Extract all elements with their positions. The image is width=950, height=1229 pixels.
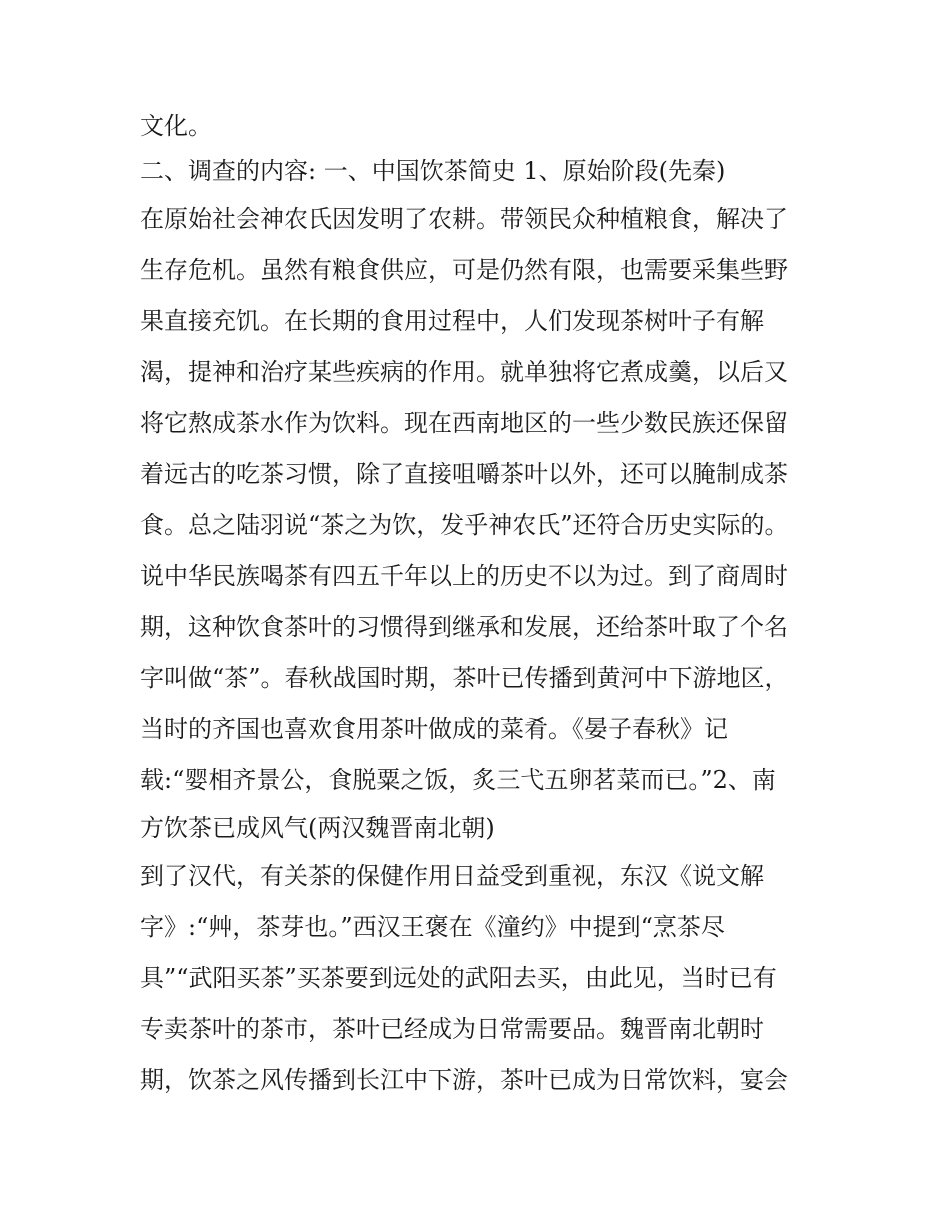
text-line-9: 食。总之陆羽说“茶之为饮，发乎神农氏”还符合历史实际的。 — [140, 511, 789, 539]
text-line-11: 期，这种饮食茶叶的习惯得到继承和发展，还给茶叶取了个名 — [140, 613, 788, 641]
section-heading: 二、调查的内容: 一、中国饮茶简史 1、原始阶段(先秦) — [140, 157, 726, 185]
text-line-7: 将它熬成茶水作为饮料。现在西南地区的一些少数民族还保留 — [140, 409, 788, 437]
text-line-16: 到了汉代，有关茶的保健作用日益受到重视，东汉《说文解 — [140, 862, 764, 890]
document-body — [140, 104, 820, 1106]
text-line-3: 在原始社会神农氏因发明了农耕。带领民众种植粮食，解决了 — [140, 205, 788, 233]
text-line-18: 具”“武阳买茶”买茶要到远处的武阳去买，由此见，当时已有 — [140, 964, 777, 992]
text-line-1: 文化。 — [140, 112, 212, 140]
text-line-8: 着远古的吃茶习惯，除了直接咀嚼茶叶以外，还可以腌制成茶 — [140, 460, 788, 488]
text-line-19: 专卖茶叶的茶市，茶叶已经成为日常需要品。魏晋南北朝时 — [140, 1015, 764, 1043]
text-line-14: 载:“婴相齐景公，食脱粟之饭，炙三弋五卵茗菜而已。”2、南 — [140, 766, 776, 794]
text-line-12: 字叫做“茶”。春秋战国时期，茶叶已传播到黄河中下游地区， — [140, 664, 789, 692]
text-line-17: 字》:“艸，茶芽也。”西汉王褒在《潼约》中提到“烹茶尽 — [140, 913, 725, 941]
text-line-13: 当时的齐国也喜欢食用茶叶做成的菜肴。《晏子春秋》记 — [140, 715, 728, 743]
text-line-6: 渴，提神和治疗某些疾病的作用。就单独将它煮成羹，以后又 — [140, 358, 788, 386]
text-line-4: 生存危机。虽然有粮食供应，可是仍然有限，也需要采集些野 — [140, 256, 788, 284]
text-line-20: 期，饮茶之风传播到长江中下游，茶叶已成为日常饮料，宴会 — [140, 1066, 788, 1094]
subsection-heading: 方饮茶已成风气(两汉魏晋南北朝) — [140, 814, 495, 842]
text-line-10: 说中华民族喝茶有四五千年以上的历史不以为过。到了商周时 — [140, 562, 788, 590]
text-line-5: 果直接充饥。在长期的食用过程中，人们发现茶树叶子有解 — [140, 307, 764, 335]
